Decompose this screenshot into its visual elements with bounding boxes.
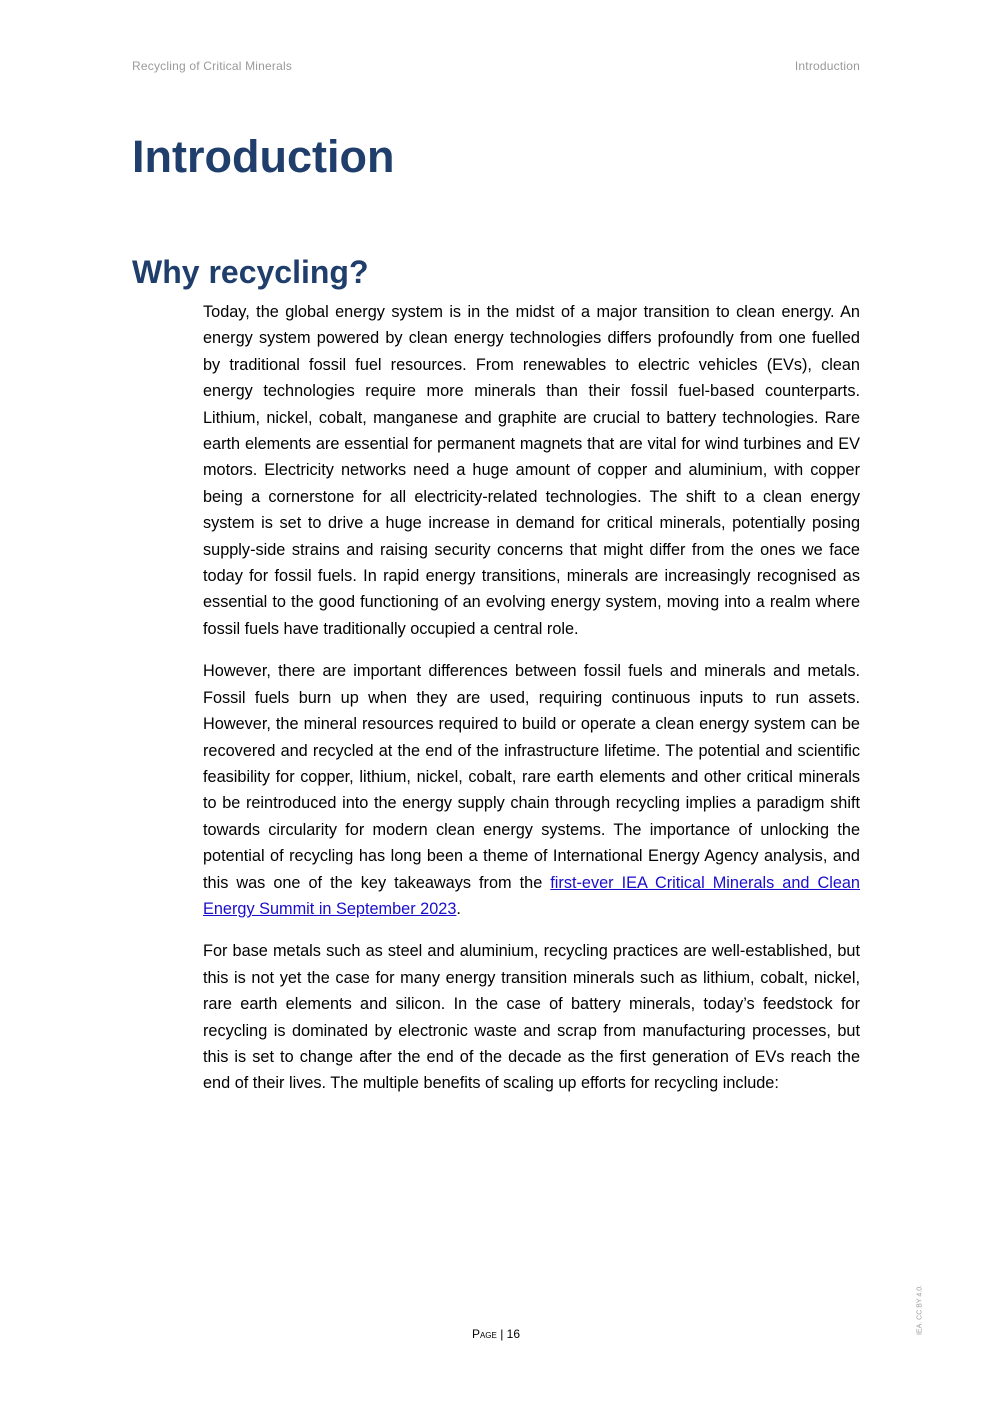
running-header [132,59,860,73]
header-document-title: Recycling of Critical Minerals [132,59,293,73]
page-label: Page [471,1327,497,1341]
summit-link[interactable]: first-ever IEA Critical Minerals and Clean Energy Summit in September 2023 [203,873,860,918]
paragraph-3: For base metals such as steel and aluminium, recycling practices are well-established, but this is not yet the case for many energy transition minerals such as lithium, cobalt, nickel, rare earth elements and silicon. In the case of battery minerals, today’s feedstock for recycling is dominated by electronic waste and scrap from manufacturing processes, but this is set to change after the end of the decade as the first generation of EVs reach the end of their lives. The multiple benefits of scaling up efforts for recycling include: [203,942,860,1093]
page-number-value: 16 [506,1327,521,1341]
body-text [203,299,860,1113]
section-heading: Why recycling? [132,254,369,290]
header-chapter-title: Introduction [794,59,860,73]
paragraph-2-end: . [456,899,461,918]
page-title: Introduction [132,131,395,182]
paragraph-2 [203,658,860,922]
license-notice: IEA. CC BY 4.0. [916,1284,924,1336]
paragraph-2-text: However, there are important differences between fossil fuels and minerals and metals. Fossil fuels burn up when they are used, requiring continuous inputs to run assets. However, the mineral resources required to build or operate a clean energy system can be recovered and recycled at the end of the infrastructure lifetime. The potential and scientific feasibility for copper, lithium, nickel, cobalt, rare earth elements and other critical minerals to be reintroduced into the energy supply chain through recycling implies a paradigm shift towards circularity for modern clean energy systems. The importance of unlocking the potential of recycling has long been a theme of International Energy Agency analysis, and this was one of the key takeaways from the [203,662,860,892]
page-separator: | [496,1327,507,1341]
paragraph-1: Today, the global energy system is in the midst of a major transition to clean energy. An energy system powered by clean energy technologies differs profoundly from one fuelled by traditional fossil fuel resources. From renewables to electric vehicles (EVs), clean energy technologies require more minerals than their fossil fuel-based counterparts. Lithium, nickel, cobalt, manganese and graphite are crucial to battery technologies. Rare earth elements are essential for permanent magnets that are vital for wind turbines and EV motors. Electricity networks need a huge amount of copper and aluminium, with copper being a cornerstone for all electricity-related technologies. The shift to a clean energy system is set to drive a huge increase in demand for critical minerals, potentially posing supply-side strains and raising security concerns that might differ from the ones we face today for fossil fuels. In rapid energy transitions, minerals are increasingly recognised as essential to the good functioning of an evolving energy system, moving into a realm where fossil fuels have traditionally occupied a central role. [203,303,860,638]
page-number [0,1327,992,1341]
